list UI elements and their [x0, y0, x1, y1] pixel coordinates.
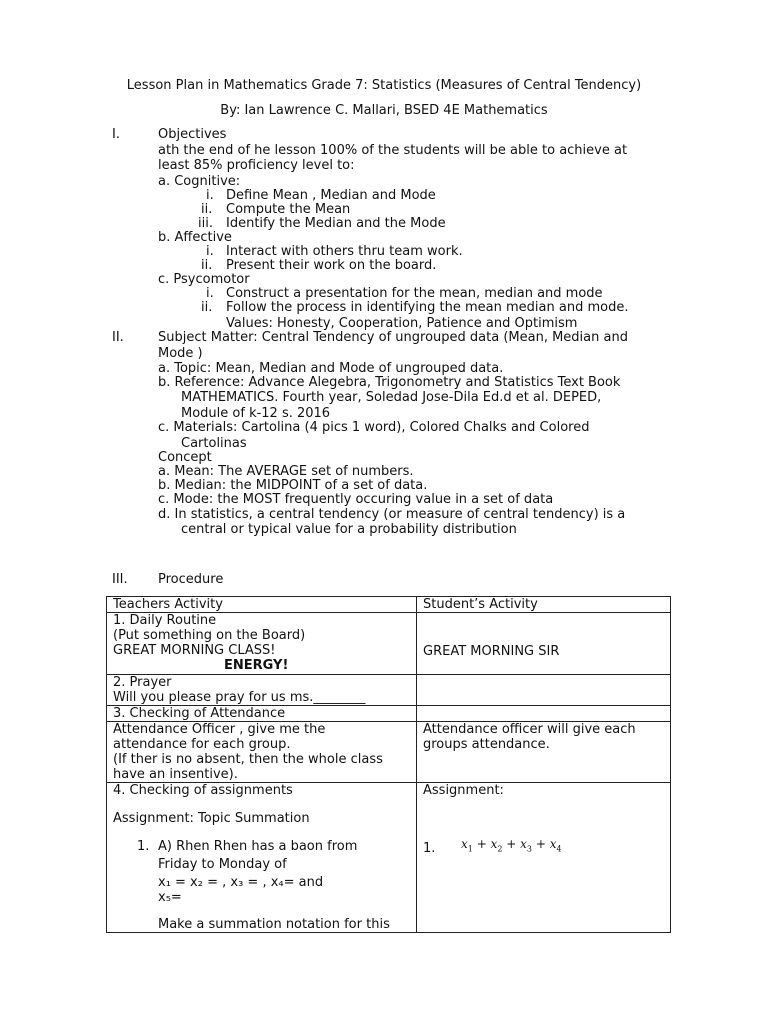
student-greeting: GREAT MORNING SIR: [423, 644, 560, 659]
subject-materials-line2: Cartolinas: [181, 436, 247, 451]
teacher-cell-attendance: [107, 722, 417, 783]
cognitive-label: a. Cognitive:: [158, 174, 241, 189]
table-row: [107, 675, 671, 706]
psycomotor-item-2-num: ii.: [201, 300, 213, 315]
subject-reference-line1: b. Reference: Advance Alegebra, Trigonometry and Statistics Text Book: [158, 375, 621, 390]
student-assignment-label: Assignment:: [423, 783, 504, 798]
sum-sub-4: 4: [556, 844, 562, 854]
attendance-line1: Attendance Officer , give me the: [113, 722, 326, 737]
cognitive-item-3-num: iii.: [198, 216, 213, 231]
teacher-cell-assignments: [107, 783, 417, 933]
psycomotor-item-2: Follow the process in identifying the mean median and mode.: [226, 300, 629, 315]
daily-routine-title: 1. Daily Routine: [113, 613, 217, 628]
header-students-activity: Student’s Activity: [417, 597, 671, 613]
prayer-request: Will you please pray for us ms.________: [113, 690, 366, 705]
student-attendance-line1: Attendance officer will give each: [423, 722, 636, 737]
concept-central-tendency-line1: d. In statistics, a central tendency (or measure of central tendency) is a: [158, 507, 626, 522]
concept-central-tendency-line2: central or typical value for a probability distribution: [181, 522, 517, 537]
objectives-intro-line2: least 85% proficiency level to:: [158, 158, 355, 173]
attendance-line2: attendance for each group.: [113, 737, 291, 752]
student-assignment-answer: [423, 837, 664, 856]
teacher-cell-daily-routine: [107, 613, 417, 675]
table-row: [107, 613, 671, 675]
concept-heading: Concept: [158, 450, 212, 465]
assignment-item-1-text: A) Rhen Rhen has a baon from: [158, 839, 358, 854]
sum-sub-2: 2: [497, 844, 503, 854]
assignment-variables: x₁ = x₂ = , x₃ = , x₄= and: [158, 875, 324, 890]
affective-label: b. Affective: [158, 230, 232, 245]
table-row: [107, 706, 671, 722]
attendance-line4: have an insentive).: [113, 767, 238, 782]
affective-item-1-num: i.: [206, 244, 214, 259]
sum-plus-3: +: [532, 837, 550, 851]
values-line: Values: Honesty, Cooperation, Patience and Optimism: [226, 316, 578, 331]
teacher-cell-attendance-heading: 3. Checking of Attendance: [107, 706, 417, 722]
daily-routine-energy: ENERGY!: [224, 658, 289, 673]
psycomotor-item-1-num: i.: [206, 286, 214, 301]
assignment-variable-x5: x₅=: [158, 890, 182, 905]
summation-expression: [461, 837, 562, 856]
cognitive-item-2: Compute the Mean: [226, 202, 351, 217]
daily-routine-note: (Put something on the Board): [113, 628, 306, 643]
assignment-topic: Assignment: Topic Summation: [113, 811, 310, 826]
daily-routine-greeting: GREAT MORNING CLASS!: [113, 643, 276, 658]
student-attendance-line2: groups attendance.: [423, 737, 550, 752]
student-cell-attendance: [417, 722, 671, 783]
sum-var-1: x: [461, 837, 468, 851]
subject-matter-line1: Subject Matter: Central Tendency of ungrouped data (Mean, Median and: [158, 330, 628, 345]
assignment-instruction: Make a summation notation for this: [158, 917, 390, 932]
sum-var-3: x: [520, 837, 527, 851]
affective-item-1: Interact with others thru team work.: [226, 244, 463, 259]
subject-matter-line2: Mode ): [158, 346, 203, 361]
cognitive-item-3: Identify the Median and the Mode: [226, 216, 446, 231]
assignment-item-1-num: 1.: [137, 839, 150, 854]
assignment-item-1: [113, 839, 410, 854]
sum-plus-2: +: [502, 837, 521, 851]
table-row: [107, 783, 671, 933]
concept-mean: a. Mean: The AVERAGE set of numbers.: [158, 464, 414, 479]
affective-item-2: Present their work on the board.: [226, 258, 437, 273]
subject-topic: a. Topic: Mean, Median and Mode of ungrouped data.: [158, 361, 504, 376]
assignments-title: 4. Checking of assignments: [113, 783, 293, 798]
cognitive-item-1-num: i.: [206, 188, 214, 203]
concept-median: b. Median: the MIDPOINT of a set of data.: [158, 478, 428, 493]
subject-reference-line3: Module of k-12 s. 2016: [181, 406, 331, 421]
assignment-line2: Friday to Monday of: [158, 857, 287, 872]
sum-sub-3: 3: [526, 844, 532, 854]
teacher-cell-prayer: [107, 675, 417, 706]
sum-var-2: x: [490, 837, 498, 851]
cognitive-item-2-num: ii.: [201, 202, 213, 217]
subject-reference-line2: MATHEMATICS. Fourth year, Soledad Jose-Dila Ed.d et al. DEPED,: [181, 390, 602, 405]
objectives-heading: Objectives: [158, 127, 227, 142]
procedure-table: [106, 596, 671, 933]
affective-item-2-num: ii.: [201, 258, 213, 273]
section-number-objectives: I.: [112, 127, 120, 142]
procedure-heading: Procedure: [158, 572, 224, 587]
concept-mode: c. Mode: the MOST frequently occuring value in a set of data: [158, 492, 554, 507]
document-title: Lesson Plan in Mathematics Grade 7: Statistics (Measures of Central Tendency): [126, 78, 642, 93]
sum-plus-1: +: [472, 837, 491, 851]
prayer-title: 2. Prayer: [113, 675, 172, 690]
cognitive-item-1: Define Mean , Median and Mode: [226, 188, 436, 203]
subject-materials-line1: c. Materials: Cartolina (4 pics 1 word), Colored Chalks and Colored: [158, 420, 590, 435]
attendance-line3: (If ther is no absent, then the whole class: [113, 752, 383, 767]
student-cell-attendance-heading: [417, 706, 671, 722]
section-number-procedure: III.: [112, 572, 128, 587]
table-header-row: [107, 597, 671, 613]
sum-var-4: x: [549, 837, 557, 851]
objectives-intro-line1: ath the end of he lesson 100% of the students will be able to achieve at: [158, 143, 628, 158]
sum-sub-1: 1: [467, 844, 473, 854]
psycomotor-label: c. Psycomotor: [158, 272, 250, 287]
psycomotor-item-1: Construct a presentation for the mean, median and mode: [226, 286, 603, 301]
table-row: [107, 722, 671, 783]
student-assignment-num: 1.: [423, 841, 436, 856]
header-teachers-activity: Teachers Activity: [107, 597, 417, 613]
student-cell-prayer: [417, 675, 671, 706]
section-number-subject: II.: [112, 330, 124, 345]
author-byline: By: Ian Lawrence C. Mallari, BSED 4E Mathematics: [220, 103, 548, 118]
